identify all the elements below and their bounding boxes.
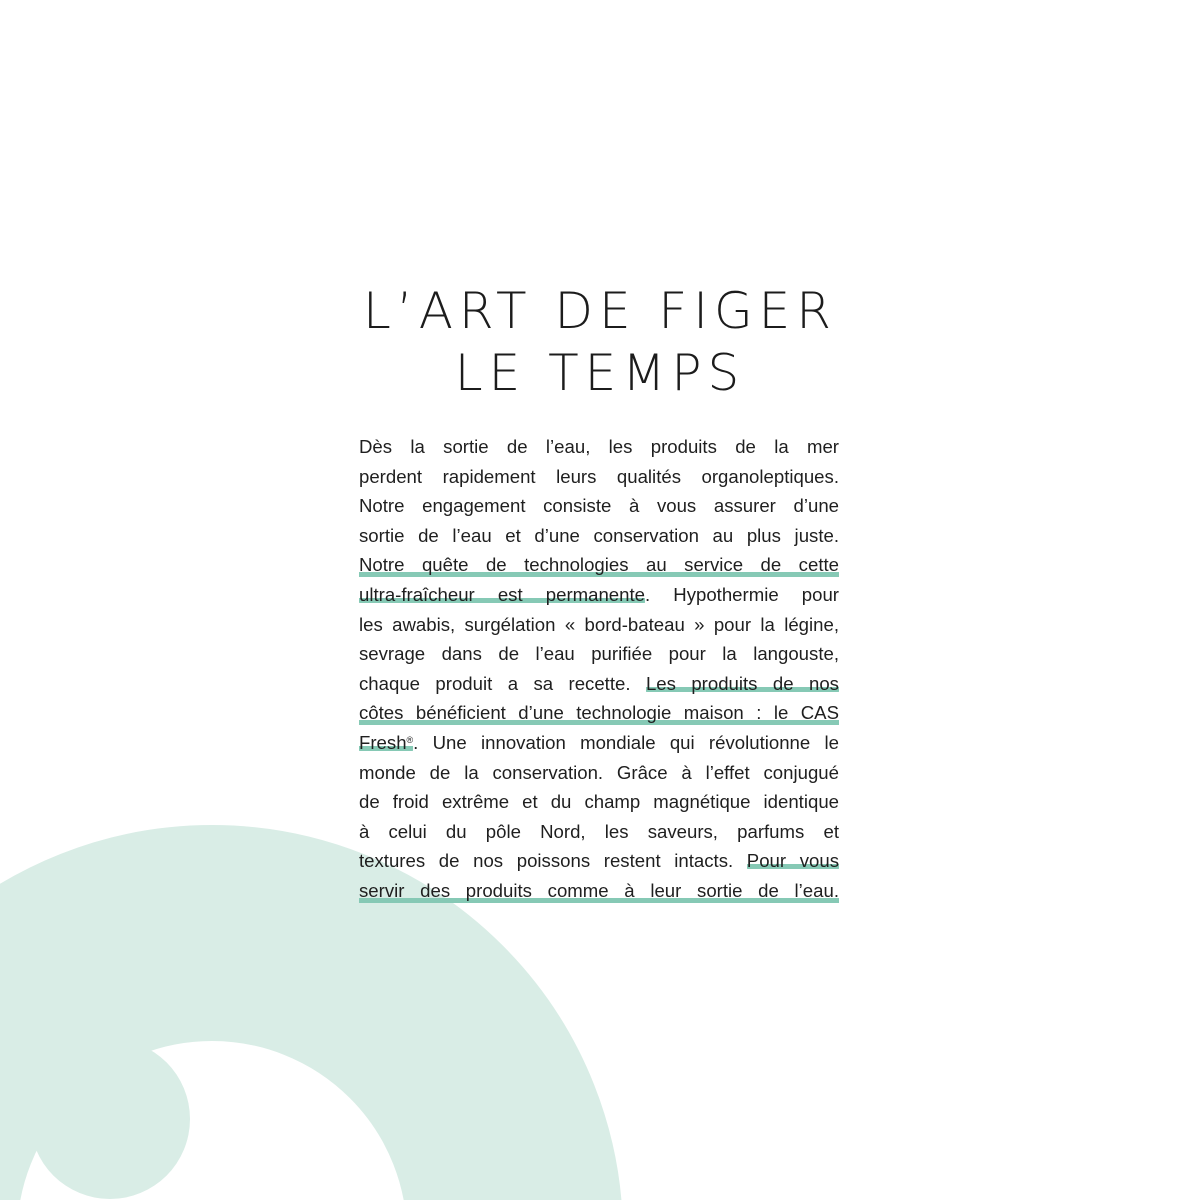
highlighted-text: Pour vous — [746, 850, 839, 872]
text-line: de froid extrême et du champ magnétique identique — [359, 791, 839, 813]
text-segment: . Hypothermie pour — [645, 583, 840, 605]
highlighted-text-line: Notre quête de technologies au service de cette — [359, 550, 839, 580]
text-line — [359, 580, 839, 610]
text-segment: textures de nos poissons restent intacts. — [359, 850, 747, 872]
text-line — [359, 728, 839, 758]
highlighted-text-line: côtes bénéficient d’une technologie maison : le CAS — [359, 698, 839, 728]
decorative-ring — [0, 933, 515, 1200]
text-line — [359, 669, 839, 699]
title-line-2: LE TEMPS — [454, 344, 746, 402]
title-line-1: L’ART DE FIGER — [362, 282, 838, 340]
highlighted-text: Les produits de nos — [645, 672, 839, 694]
text-line: perdent rapidement leurs qualités organoleptiques. — [359, 465, 839, 487]
highlighted-word: Fresh — [359, 731, 407, 753]
text-line — [359, 846, 839, 876]
text-line: monde de la conservation. Grâce à l’effet conjugué — [359, 761, 839, 783]
highlighted-text — [359, 732, 413, 753]
text-line: sevrage dans de l’eau purifiée pour la langouste, — [359, 643, 839, 665]
body-paragraph — [359, 432, 839, 906]
text-segment: chaque produit a sa recette. — [359, 672, 646, 694]
text-line: Dès la sortie de l’eau, les produits de la mer — [359, 436, 839, 457]
text-segment: . Une innovation mondiale qui révolutionne le — [413, 731, 839, 753]
highlighted-text-line: servir des produits comme à leur sortie de l’eau. — [359, 876, 839, 906]
text-line: à celui du pôle Nord, les saveurs, parfums et — [359, 820, 839, 842]
highlighted-text: ultra-fraîcheur est permanente — [359, 583, 645, 605]
text-line: les awabis, surgélation « bord-bateau » pour la légine, — [359, 613, 839, 635]
decorative-dot — [30, 1039, 190, 1199]
page-title — [300, 280, 900, 404]
registered-mark: ® — [406, 734, 414, 745]
text-line: Notre engagement consiste à vous assurer d’une — [359, 495, 839, 517]
text-line: sortie de l’eau et d’une conservation au plus juste. — [359, 524, 839, 546]
